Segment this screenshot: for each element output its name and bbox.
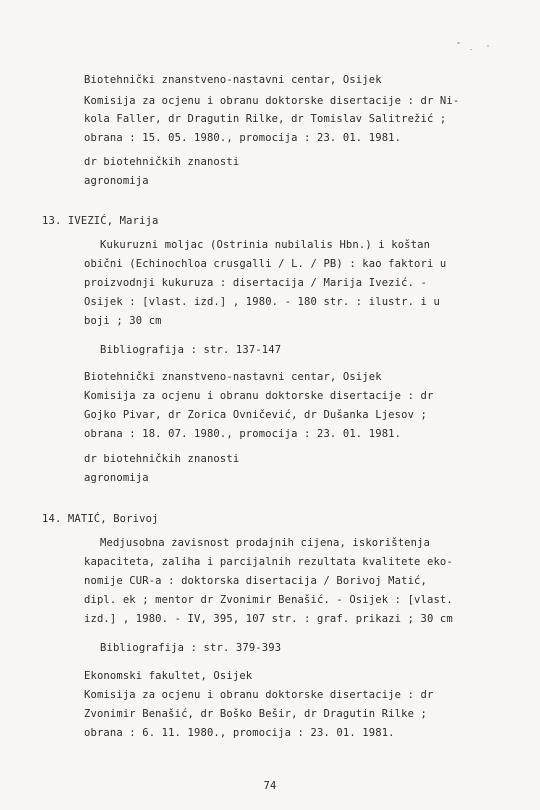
entry13-institution: Biotehnički znanstveno-nastavni centar, Osijek: [84, 371, 382, 383]
entry13-bibliography: Bibliografija : str. 137-147: [100, 344, 282, 356]
entry13-committee-line: obrana : 18. 07. 1980., promocija : 23. 01. 1981.: [84, 428, 402, 440]
entry12-degree-line: dr biotehničkih znanosti: [84, 156, 240, 168]
entry13-number: 13.: [42, 215, 62, 227]
entry13-description-line: proizvodnji kukuruza : disertacija / Marija Ivezić. -: [84, 277, 427, 289]
entry12-committee-line: Komisija za ocjenu i obranu doktorske disertacije : dr Ni-: [84, 95, 460, 107]
entry13-description-line: obični (Echinochloa crusgalli / L. / PB) : kao faktori u: [84, 258, 447, 270]
entry14-number: 14.: [42, 513, 62, 525]
entry12-degree-line: agronomija: [84, 175, 149, 187]
entry12-institution: Biotehnički znanstveno-nastavni centar, Osijek: [84, 74, 382, 86]
entry13-author: IVEZIĆ, Marija: [67, 215, 159, 227]
entry14-committee-line: Komisija za ocjenu i obranu doktorske disertacije : dr: [84, 689, 434, 701]
entry13-heading: [42, 214, 159, 228]
entry13-description-line: Osijek : [vlast. izd.] , 1980. - 180 str. : ilustr. i u: [84, 296, 440, 308]
entry13-committee-line: Komisija za ocjenu i obranu doktorske disertacije : dr: [84, 390, 434, 402]
entry14-committee-line: obrana : 6. 11. 1980., promocija : 23. 01. 1981.: [84, 727, 395, 739]
entry13-description-line: Kukuruzni moljac (Ostrinia nubilalis Hbn.) i koštan: [100, 239, 431, 251]
entry14-description-line: nomije CUR-a : doktorska disertacija / Borivoj Matić,: [84, 575, 427, 587]
entry14-institution: Ekonomski fakultet, Osijek: [84, 670, 253, 682]
page-number: 74: [263, 780, 277, 792]
entry14-author: MATIĆ, Borivoj: [67, 513, 159, 525]
entry13-description-line: boji ; 30 cm: [84, 315, 162, 327]
entry14-committee-line: Zvonimir Benašić, dr Boško Bešir, dr Dragutin Rilke ;: [84, 708, 427, 720]
entry12-committee-line: kola Faller, dr Dragutin Rilke, dr Tomislav Salitrežić ;: [84, 113, 447, 125]
entry14-description-line: izd.] , 1980. - IV, 395, 107 str. : graf. prikazi ; 30 cm: [84, 613, 453, 625]
entry13-degree-line: dr biotehničkih znanosti: [84, 453, 240, 465]
entry12-committee-line: obrana : 15. 05. 1980., promocija : 23. 01. 1981.: [84, 132, 402, 144]
entry14-description-line: kapaciteta, zaliha i parcijalnih rezultata kvalitete eko-: [84, 556, 453, 568]
scan-speck: [457, 42, 460, 44]
entry13-committee-line: Gojko Pivar, dr Zorica Ovničević, dr Dušanka Ljesov ;: [84, 409, 427, 421]
entry14-description-line: dipl. ek ; mentor dr Zvonimir Benašić. - Osijek : [vlast.: [84, 594, 453, 606]
entry13-degree-line: agronomija: [84, 472, 149, 484]
scan-speck: [470, 49, 472, 50]
entry14-bibliography: Bibliografija : str. 379-393: [100, 642, 282, 654]
entry14-heading: [42, 512, 159, 526]
scan-speck: [487, 45, 489, 47]
entry14-description-line: Medjusobna zavisnost prodajnih cijena, iskorištenja: [100, 537, 431, 549]
